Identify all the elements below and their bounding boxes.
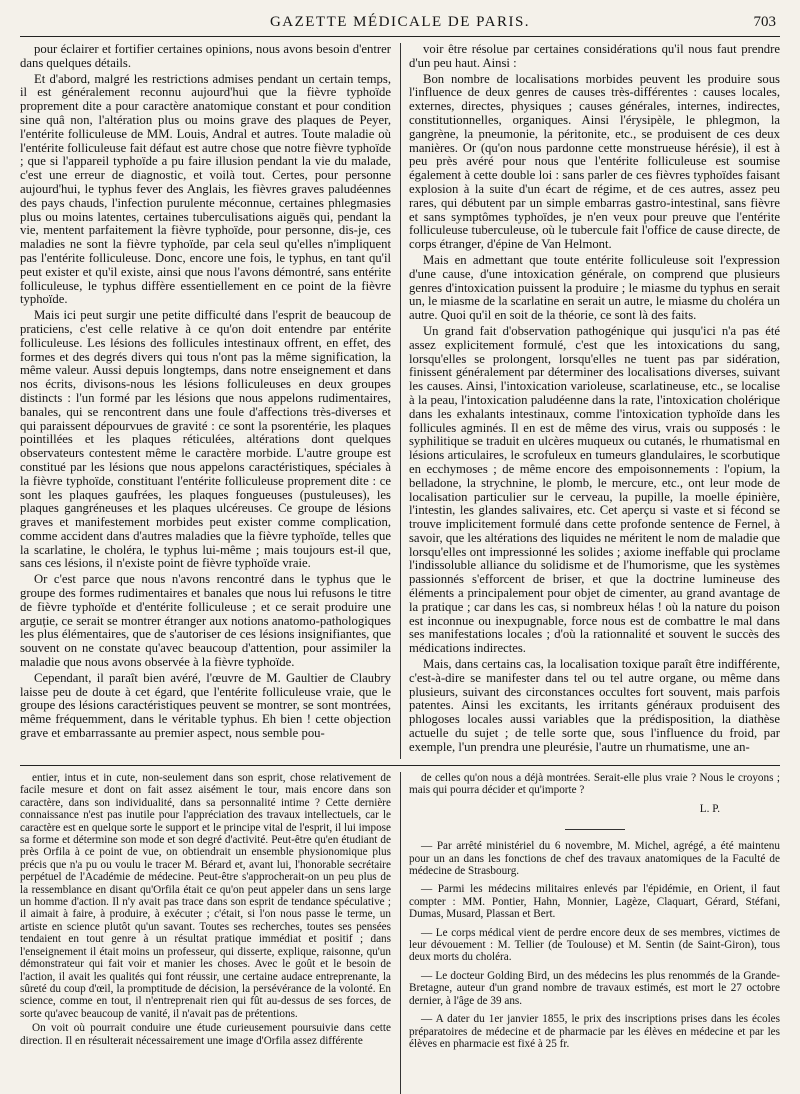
news-item: — Parmi les médecins militaires enlevés par l'épidémie, en Orient, il faut compter : MM. Pontier, Hahn, Monnier, Lagèze, Claquart, Gérard, Stéfani, Dumas, Musard, Plassan et Bert.: [409, 883, 780, 921]
page-header: [20, 14, 780, 37]
paragraph: voir être résolue par certaines considérations qu'il nous faut prendre d'un peu haut. Ainsi :: [409, 43, 780, 70]
news-item: — Par arrêté ministériel du 6 novembre, M. Michel, agrégé, a été maintenu pour un an dans les fonctions de chef des travaux anatomiques de la Faculté de médecine de Strasbourg.: [409, 840, 780, 878]
news-item: — Le docteur Golding Bird, un des médecins les plus renommés de la Grande-Bretagne, auteur d'un grand nombre de travaux estimés, est mort le 27 octobre dernier, à l'âge de 39 ans.: [409, 969, 780, 1007]
paragraph: pour éclairer et fortifier certaines opinions, nous avons besoin d'entrer dans quelques détails.: [20, 43, 391, 70]
section-divider: [20, 765, 780, 766]
paragraph: Un grand fait d'observation pathogénique qui jusqu'ici n'a pas été assez explicitement formulé, c'est que les intoxications du sang, lorsqu'elles se prolongent, lorsqu'elles ne tuent pas par sidération, finissent généralement par déterminer des localisations diverses, suivant les causes. Ainsi, l'intoxication varioleuse, scarlatineuse, etc., se localise à la peau, l'intoxication paludéenne dans la rate, l'intoxication cholérique dans les exhalants intestinaux, comme l'intoxication typhoïde dans les follicules agminés. Il en est de même des virus, vrais ou supposés : le syphilitique se traduit en ulcères muqueux ou cutanés, le rhumatismal en lésions articulaires, le scrofuleux en tumeurs glandulaires, le scorbutique en ecchymoses ; de même encore des empoisonnements : l'opium, la belladone, la strychnine, le plomb, le mercure, etc., ont leur mode de localisation particulier sur le cerveau, la pupille, la moelle épinière, l'intestin, les glandes salivaires, etc. Cet aperçu si vaste et si fécond se trouve implicitement formulé dans cette profonde sentence de Fernel, à savoir, que les altérations des liquides ne méritent le nom de maladie que lorsqu'elles ont impressionné les solides ; axiome ineffable qui proclame l'indissoluble alliance du solidisme et de l'humorisme, que les systèmes passionnés s'efforcent de briser, et que la doctrine lumineuse des éléments a principalement pour objet de cimenter, au grand avantage de la pratique ; car dans les cas, si nombreux hélas ! où la nature du poison est inconnue ou inexpugnable, force nous est de combattre le mal dans ses manifestations locales ; d'où la rationnalité et souvent le succès des médications indirectes.: [409, 323, 780, 656]
author-signature: L. P.: [699, 802, 720, 815]
article-column-left: [20, 43, 391, 759]
article-column-right: [409, 43, 780, 759]
news-item: — A dater du 1er janvier 1855, le prix des inscriptions prises dans les écoles préparatoires de médecine et de pharmacie par les élèves en médecine et par les élèves en pharmacie est fixé à 25 fr.: [409, 1013, 780, 1050]
paragraph: Mais ici peut surgir une petite difficulté dans l'esprit de beaucoup de praticiens, c'est celle relative à ce qu'on doit entendre par entérite folliculeuse. Les lésions des follicules intestinaux offrent, en effet, des formes et des degrés divers qui tous n'ont pas la même signification, la même valeur. Aussi depuis longtemps, dans notre enseignement et dans nos écrits, divisons-nous les lésions folliculeuses en deux groupes distincts : l'un formé par les lésions que nous appelons rudimentaires, banales, qui se rencontrent dans une foule d'affections très-diverses et qui paraissent dépourvues de gravité : ce sont la psorentérie, les plaques pointillées et les plaques réticulées, altérations dont quelques observateurs contestent même le caractère morbide. L'autre groupe est constitué par les lésions que nous appelons caractéristiques, spéciales à la fièvre typhoïde, constituant l'entérite folliculeuse proprement dite : ce sont les plaques gaufrées, les plaques fongueuses (pustuleuses), les plaques gangréneuses et les plaques ulcéreuses. Ce groupe de lésions graves et manifestement morbides peut exister comme complication, comme accident dans d'autres maladies que la fièvre typhoïde, telles que la scarlatine, le choléra, le typhus lui-même ; mais toujours est-il que, sans ces lésions, il n'existe point de fièvre typhoïde vraie.: [20, 308, 391, 571]
paragraph: Et d'abord, malgré les restrictions admises pendant un certain temps, il est généralement reconnu aujourd'hui que la fièvre typhoïde proprement dite a pour caractère anatomique constant et pour condition sine quâ non, l'altération plus ou moins grave des plaques de Peyer, l'entérite folliculeuse de MM. Louis, Andral et autres. Toute maladie où l'entérite folliculeuse fait défaut est autre chose que notre fièvre typhoïde ; que si l'appareil typhoïde a pu faire illusion pendant la vie du malade, c'est une erreur de diagnostic, et voilà tout. Certes, pour personne aujourd'hui, le typhus fever des Anglais, les fièvres graves paludéennes des pays chauds, l'infection purulente méconnue, certaines phlegmasies plus ou moins latentes, certaines tuberculisations aiguës qui, pendant la vie, mentent parfaitement la fièvre typhoïde, pour personne, dis-je, ces maladies ne sont la fièvre typhoïde, par cela seul qu'elles n'impliquent pas l'entérite folliculeuse. Donc, encore une fois, le typhus, en tant qu'il peut exister et qu'il existe, ainsi que nous l'avons démontré, sans entérite folliculeuse, le typhus diffère essentiellement en ce point de la fièvre typhoïde.: [20, 71, 391, 307]
paragraph: Bon nombre de localisations morbides peuvent les produire sous l'influence de deux genres de causes très-différentes : causes locales, externes, directes, physiques ; causes générales, internes, indirectes, constitutionnelles, organiques. Ainsi l'érysipèle, le phlegmon, la gangrène, la pneumonie, la péritonite, etc., se produisent de ces deux manières. Or (qu'on nous pardonne cette monstrueuse hérésie), il est à peu près avéré pour nous que l'entérite folliculeuse est soumise également à cette double loi : sans parler de ces fièvres typhoïdes faisant explosion à la suite d'un écart de régime, et de ces autres, assez peu rares, qui débutent par un simple embarras gastro-intestinal, sans fièvre et sans symptômes typhoïdes, je n'en veux pour preuve que l'entérite folliculeuse tuberculeuse, où le tubercule fait l'office de cause directe, de corps étranger, d'épine de Van Helmont.: [409, 71, 780, 252]
main-article: [20, 43, 780, 759]
paragraph: entier, intus et in cute, non-seulement dans son esprit, chose relativement de facile mesure et dont on fait assez aisément le tour, mais encore dans son caractère, dans son individualité, dans sa personnalité intime ? Cette dernière connaissance n'est pas inutile pour l'appréciation des travaux intellectuels, car le caractère est en quelque sorte le support et le principe vital de l'esprit, il lui impose sa forme et détermine son mode et son degré d'activité. Peut-être qu'en étudiant de près Orfila à ce point de vue, on obtiendrait un ensemble physionomique plus précis que n'a pu ou voulu le tracer M. Bérard et, avant lui, l'honorable secrétaire perpétuel de l'Académie de médecine. Peut-être s'approcherait-on un peu plus de la ressemblance en disant qu'Orfila était ce qu'on peut appeler dans un sens large un homme d'action. Il n'y avait pas trace dans son esprit de tendance spéculative ; il aimait à faire, à produire, à exécuter ; c'était, si l'on nous passe le terme, un artiste en science plutôt qu'un savant. Toutes ses recherches, toutes ses pensées tendaient en tout genre à un résultat pratique immédiat et positif ; dans l'enseignement il était moins un professeur, qui disserte, explique, raisonne, qu'un démonstrateur qui fait voir et manier les choses. Avec le goût et le besoin de l'action, il avait les qualités qui font réussir, une certaine audace entreprenante, la sûreté du coup d'œil, la promptitude de décision, la persévérance de la volonté. En science, comme en tout, il n'entreprenait rien qui fût au-dessus de ses forces, de sorte qu'avec beaucoup de vanité, il n'avait pas de prétentions.: [20, 772, 391, 1020]
paragraph: Or c'est parce que nous n'avons rencontré dans le typhus que le groupe des formes rudimentaires et banales que nous lui refusons le titre de fièvre typhoïde et d'entérite folliculeuse ; et ce serait produire une arguție, ce serait se montrer étranger aux notions anatomo-pathologiques les plus élémentaires, que de s'autoriser de ces lésions insignifiantes, que souvent on ne constate qu'avec beaucoup d'attention, pour assimiler la maladie que nous avons observée à la fièvre typhoïde.: [20, 572, 391, 670]
paragraph: On voit où pourrait conduire une étude curieusement poursuivie dans cette direction. Il en résulterait nécessairement une image d'Orfila assez différente: [20, 1022, 391, 1047]
page-number: 703: [753, 14, 776, 30]
paragraph: Mais, dans certains cas, la localisation toxique paraît être indifférente, c'est-à-dire se manifester dans tel ou tel autre organe, ou même dans plusieurs, suivant des circonstances occultes fort souvent, mais parfois patentes. Ainsi les excitants, les irritants généraux produisent des phlogoses locales aussi variables que la prédisposition, la diathèse actuelle du sujet ; de telle sorte que, sous l'influence du froid, par exemple, l'un prendra une pleurésie, l'autre un rhumatisme, une an-: [409, 657, 780, 754]
journal-title: GAZETTE MÉDICALE DE PARIS.: [269, 14, 531, 30]
feuilleton-column-right: [409, 772, 780, 1094]
paragraph: de celles qu'on nous a déjà montrées. Serait-elle plus vraie ? Nous le croyons ; mais qui pourra décider et qu'importe ?: [409, 772, 780, 797]
news-item: — Le corps médical vient de perdre encore deux de ses membres, victimes de leur dévouement : M. Tellier (de Toulouse) et M. Sentin (de Saint-Giron), tous deux morts du choléra.: [409, 926, 780, 964]
feuilleton-section: [20, 772, 780, 1094]
paragraph: Mais en admettant que toute entérite folliculeuse soit l'expression d'une cause, d'une intoxication générale, on comprend que plusieurs genres d'intoxication puissent la produire ; le miasme du typhus en serait un, le miasme de la scarlatine en serait un autre, le miasme du choléra un autre. Quoi qu'il en soit de la théorie, ce sont là des faits.: [409, 252, 780, 323]
paragraph: Cependant, il paraît bien avéré, l'œuvre de M. Gaultier de Claubry laisse peu de doute à cet égard, que l'entérite folliculeuse vraie, que le groupe des lésions caractéristiques peuvent se montrer, se sont montrées, même fréquemment, dans le véritable typhus. Eh bien ! cette objection grave et embarrassante au premier aspect, nous semble pou-: [20, 670, 391, 741]
feuilleton-column-left: [20, 772, 391, 1094]
divider: [565, 829, 625, 830]
news-items: [409, 840, 780, 1050]
